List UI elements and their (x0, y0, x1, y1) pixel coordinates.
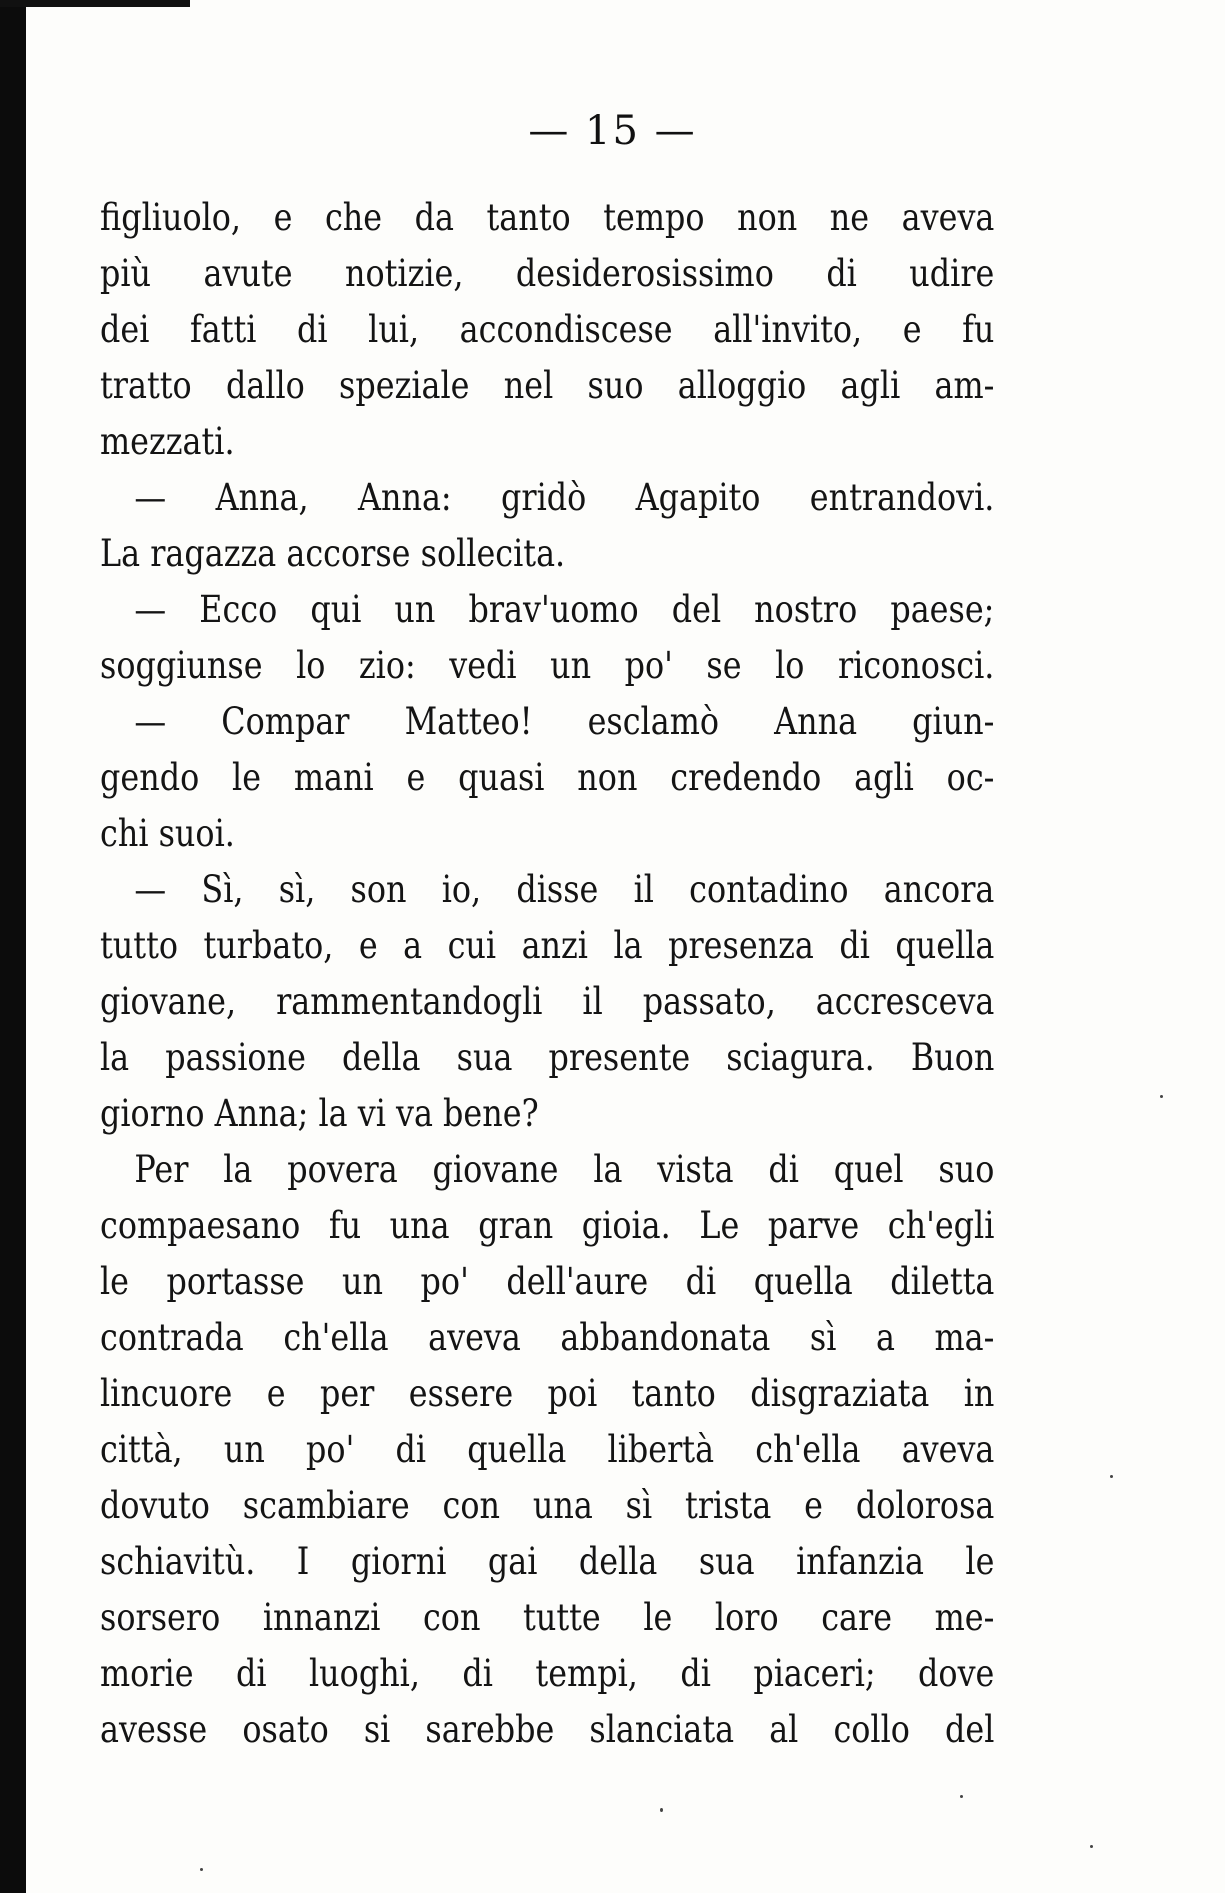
text-line: mezzati. (100, 420, 235, 463)
text-line: — Sì, sì, son io, disse il contadino ancora (134, 868, 995, 911)
text-line: soggiunse lo zio: vedi un po' se lo riconosci. (100, 644, 995, 687)
text-line: — Anna, Anna: gridò Agapito entrandovi. (134, 476, 995, 519)
text-line: — Ecco qui un brav'uomo del nostro paese; (134, 588, 995, 631)
text-line: avesse osato si sarebbe slanciata al collo del (100, 1708, 995, 1751)
text-line: gendo le mani e quasi non credendo agli oc- (100, 756, 995, 799)
text-line: contrada ch'ella aveva abbandonata sì a ma- (100, 1316, 995, 1359)
text-line: città, un po' di quella libertà ch'ella aveva (100, 1428, 995, 1471)
paper-speck (960, 1795, 963, 1798)
paper-speck (1160, 1095, 1163, 1098)
text-line: figliuolo, e che da tanto tempo non ne aveva (100, 196, 995, 239)
text-line: morie di luoghi, di tempi, di piaceri; dove (100, 1652, 995, 1695)
binding-top-edge (0, 0, 190, 7)
text-line: — Compar Matteo! esclamò Anna giun- (134, 700, 995, 743)
text-line: giovane, rammentandogli il passato, accresceva (100, 980, 995, 1023)
binding-edge (0, 0, 26, 1893)
paper-speck (1090, 1845, 1093, 1848)
text-line: sorsero innanzi con tutte le loro care me- (100, 1596, 995, 1639)
text-line: dei fatti di lui, accondiscese all'invito, e fu (100, 308, 995, 351)
text-line: più avute notizie, desiderosissimo di udire (100, 252, 995, 295)
text-line: tutto turbato, e a cui anzi la presenza di quella (100, 924, 995, 967)
text-line: chi suoi. (100, 812, 235, 855)
text-line: le portasse un po' dell'aure di quella diletta (100, 1260, 995, 1303)
text-line: schiavitù. I giorni gai della sua infanzia le (100, 1540, 995, 1583)
text-line: Per la povera giovane la vista di quel suo (134, 1148, 995, 1191)
text-line: dovuto scambiare con una sì trista e dolorosa (100, 1484, 995, 1527)
page-number: — 15 — (528, 108, 697, 154)
text-line: compaesano fu una gran gioia. Le parve ch'egli (100, 1204, 995, 1247)
text-line: giorno Anna; la vi va bene? (100, 1092, 539, 1135)
text-line: la passione della sua presente sciagura. Buon (100, 1036, 995, 1079)
text-line: tratto dallo speziale nel suo alloggio agli am- (100, 364, 995, 407)
paper-speck (1110, 1475, 1113, 1478)
text-line: La ragazza accorse sollecita. (100, 532, 566, 575)
text-line: lincuore e per essere poi tanto disgraziata in (100, 1372, 995, 1415)
paper-speck (660, 1808, 663, 1812)
paper-speck (200, 1868, 203, 1871)
body-text (100, 190, 995, 1758)
